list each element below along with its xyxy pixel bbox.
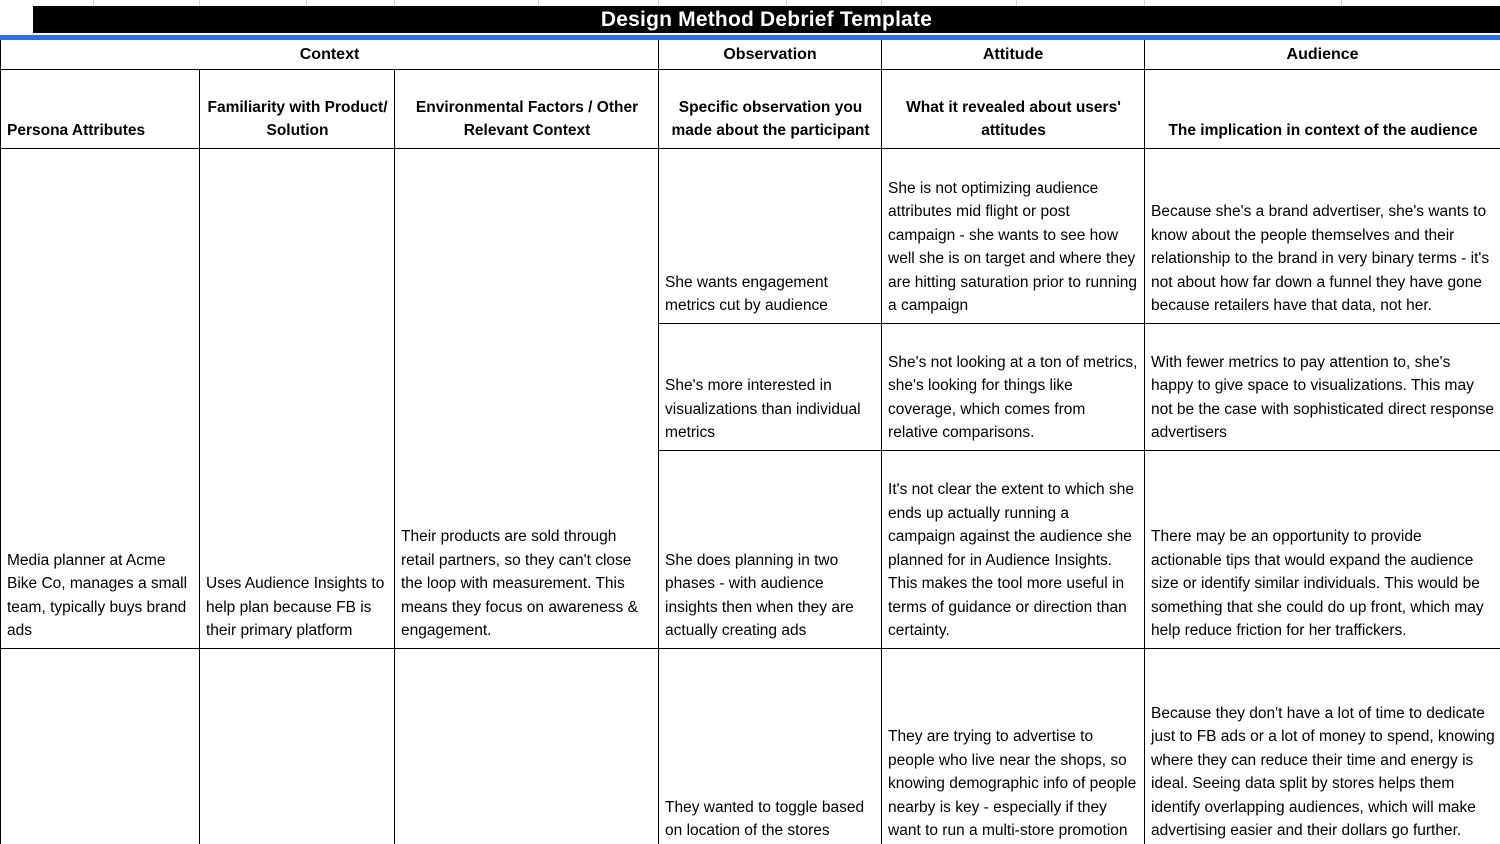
col-header-specific-observation[interactable]: Specific observation you made about the participant <box>659 69 882 148</box>
audience-cell[interactable]: With fewer metrics to pay attention to, she's happy to give space to visualizations. This may not be the case with sophisticated direct response advertisers <box>1145 323 1500 450</box>
group-header-audience[interactable]: Audience <box>1145 40 1500 69</box>
table-row <box>1 648 1500 844</box>
col-header-revealed-attitudes[interactable]: What it revealed about users' attitudes <box>882 69 1145 148</box>
gridline-tick <box>881 0 882 6</box>
audience-cell[interactable]: Because she's a brand advertiser, she's wants to know about the people themselves and their relationship to the brand in very binary terms - it's not about how far down a funnel they have gone because retailers have that data, not her. <box>1145 148 1500 323</box>
group-header-observation[interactable]: Observation <box>659 40 882 69</box>
page-title: Design Method Debrief Template <box>600 7 933 31</box>
attitude-cell[interactable]: She's not looking at a ton of metrics, she's looking for things like coverage, which comes from relative comparisons. <box>882 323 1145 450</box>
column-header-row <box>1 69 1500 148</box>
gridline-tick <box>199 0 200 6</box>
familiarity-cell[interactable] <box>200 648 395 844</box>
group-header-row <box>1 40 1500 69</box>
familiarity-cell[interactable]: Uses Audience Insights to help plan because FB is their primary platform <box>200 148 395 648</box>
gridline-tick <box>93 0 94 6</box>
table-row <box>1 148 1500 323</box>
sheet-gridline-strip <box>0 0 1500 6</box>
gridline-tick <box>538 0 539 6</box>
title-left-gap <box>0 6 33 33</box>
observation-cell[interactable]: She wants engagement metrics cut by audience <box>659 148 882 323</box>
persona-attributes-cell[interactable]: Media planner at Acme Bike Co, manages a small team, typically buys brand ads <box>1 148 200 648</box>
observation-cell[interactable]: She's more interested in visualizations than individual metrics <box>659 323 882 450</box>
gridline-tick <box>1341 0 1342 6</box>
audience-cell[interactable]: There may be an opportunity to provide actionable tips that would expand the audience size or identify similar individuals. This would be something that she could do up front, which may help reduce friction for her traffickers. <box>1145 450 1500 648</box>
gridline-tick <box>1144 0 1145 6</box>
audience-cell[interactable]: Because they don't have a lot of time to dedicate just to FB ads or a lot of money to spend, knowing where they can reduce their time and energy is ideal. Seeing data split by stores helps them identify overlapping audiences, which will make advertising easier and their dollars go further. <box>1145 648 1500 844</box>
observation-cell[interactable]: They wanted to toggle based on location of the stores <box>659 648 882 844</box>
gridline-tick <box>306 0 307 6</box>
title-banner-row <box>0 6 1500 33</box>
col-header-environmental-factors[interactable]: Environmental Factors / Other Relevant Context <box>395 69 659 148</box>
attitude-cell[interactable]: She is not optimizing audience attributes mid flight or post campaign - she wants to see how well she is on target and where they are hitting saturation prior to running a campaign <box>882 148 1145 323</box>
gridline-tick <box>1016 0 1017 6</box>
observation-cell[interactable]: She does planning in two phases - with audience insights then when they are actually creating ads <box>659 450 882 648</box>
group-header-attitude[interactable]: Attitude <box>882 40 1145 69</box>
gridline-tick <box>786 0 787 6</box>
debrief-table <box>0 40 1500 844</box>
col-header-implication-audience[interactable]: The implication in context of the audience <box>1145 69 1500 148</box>
environmental-factors-cell[interactable] <box>395 648 659 844</box>
attitude-cell[interactable]: It's not clear the extent to which she ends up actually running a campaign against the audience she planned for in Audience Insights. This makes the tool more useful in terms of guidance or direction than certainty. <box>882 450 1145 648</box>
attitude-cell[interactable]: They are trying to advertise to people who live near the shops, so knowing demographic info of people nearby is key - especially if they want to run a multi-store promotion <box>882 648 1145 844</box>
gridline-tick <box>394 0 395 6</box>
persona-attributes-cell[interactable] <box>1 648 200 844</box>
group-header-context[interactable]: Context <box>1 40 659 69</box>
gridline-tick <box>658 0 659 6</box>
environmental-factors-cell[interactable]: Their products are sold through retail partners, so they can't close the loop with measurement. This means they focus on awareness & engagement. <box>395 148 659 648</box>
col-header-persona-attributes[interactable]: Persona Attributes <box>1 69 200 148</box>
title-bar <box>33 6 1500 33</box>
col-header-familiarity[interactable]: Familiarity with Product/ Solution <box>200 69 395 148</box>
